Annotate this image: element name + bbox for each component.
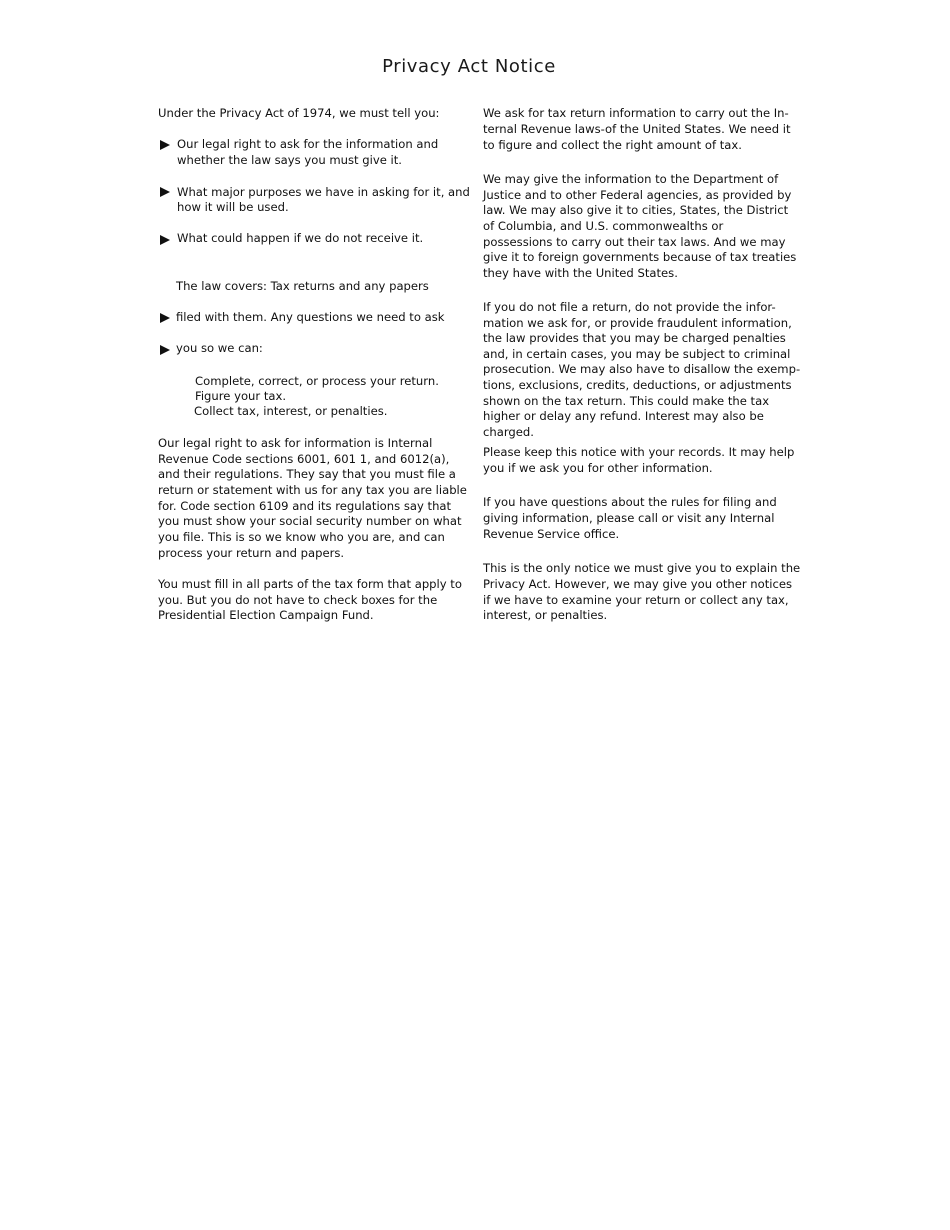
share-line: Justice and to other Federal agencies, as provided by bbox=[483, 188, 792, 202]
keep-line: Please keep this notice with your records. It may help bbox=[483, 445, 795, 459]
only-notice-line: Privacy Act. However, we may give you other notices bbox=[483, 577, 793, 591]
bullet-arrow-icon bbox=[160, 345, 170, 355]
bullet-2-line-1: What major purposes we have in asking for it, and bbox=[177, 185, 470, 199]
bullet-arrow-icon bbox=[160, 313, 170, 323]
legal-right-line: Revenue Code sections 6001, 601 1, and 6012(a), bbox=[158, 452, 450, 466]
bullet-1-line-1: Our legal right to ask for the information and bbox=[177, 137, 439, 151]
fill-in-line: Presidential Election Campaign Fund. bbox=[158, 608, 374, 622]
sub-item: Complete, correct, or process your return. bbox=[195, 374, 439, 388]
bullet-2-line-2: how it will be used. bbox=[177, 200, 289, 214]
only-notice-line: This is the only notice we must give you to explain the bbox=[483, 561, 801, 575]
bullet-arrow-icon bbox=[160, 187, 170, 197]
sub-item: Collect tax, interest, or penalties. bbox=[194, 404, 388, 418]
penalty-line: tions, exclusions, credits, deductions, or adjustments bbox=[483, 378, 792, 392]
share-line: possessions to carry out their tax laws. And we may bbox=[483, 235, 786, 249]
only-notice-line: if we have to examine your return or collect any tax, bbox=[483, 593, 789, 607]
share-line: of Columbia, and U.S. commonwealths or bbox=[483, 219, 724, 233]
legal-right-line: you file. This is so we know who you are, and can bbox=[158, 530, 445, 544]
fill-in-line: you. But you do not have to check boxes for the bbox=[158, 593, 438, 607]
fill-in-line: You must fill in all parts of the tax form that apply to bbox=[158, 577, 462, 591]
questions-line: Revenue Service office. bbox=[483, 527, 620, 541]
page-title: Privacy Act Notice bbox=[382, 56, 556, 77]
legal-right-line: and their regulations. They say that you must file a bbox=[158, 467, 456, 481]
purpose-line: ternal Revenue laws-of the United States. We need it bbox=[483, 122, 791, 136]
bullet-1-line-2: whether the law says you must give it. bbox=[177, 153, 402, 167]
intro-text: Under the Privacy Act of 1974, we must tell you: bbox=[158, 106, 440, 120]
legal-right-line: process your return and papers. bbox=[158, 546, 345, 560]
bullet-arrow-icon bbox=[160, 140, 170, 150]
purpose-line: We ask for tax return information to carry out the In- bbox=[483, 106, 789, 120]
share-line: they have with the United States. bbox=[483, 266, 678, 280]
legal-right-line: for. Code section 6109 and its regulations say that bbox=[158, 499, 452, 513]
legal-right-line: Our legal right to ask for information is Internal bbox=[158, 436, 433, 450]
only-notice-line: interest, or penalties. bbox=[483, 608, 608, 622]
bullet2-line-1: filed with them. Any questions we need to ask bbox=[176, 310, 445, 324]
keep-line: you if we ask you for other information. bbox=[483, 461, 713, 475]
questions-line: If you have questions about the rules for filing and bbox=[483, 495, 777, 509]
share-line: law. We may also give it to cities, States, the District bbox=[483, 203, 789, 217]
legal-right-line: you must show your social security number on what bbox=[158, 514, 462, 528]
share-line: give it to foreign governments because of tax treaties bbox=[483, 250, 797, 264]
purpose-line: to figure and collect the right amount of tax. bbox=[483, 138, 742, 152]
penalty-line: and, in certain cases, you may be subject to criminal bbox=[483, 347, 791, 361]
legal-right-line: return or statement with us for any tax you are liable bbox=[158, 483, 467, 497]
penalty-line: mation we ask for, or provide fraudulent information, bbox=[483, 316, 792, 330]
penalty-line: shown on the tax return. This could make the tax bbox=[483, 394, 770, 408]
penalty-line: prosecution. We may also have to disallow the exemp- bbox=[483, 362, 801, 376]
penalty-line: charged. bbox=[483, 425, 534, 439]
penalty-line: If you do not file a return, do not provide the infor- bbox=[483, 300, 776, 314]
law-covers-text: The law covers: Tax returns and any papers bbox=[176, 279, 429, 293]
bullet-3-line-1: What could happen if we do not receive it. bbox=[177, 231, 424, 245]
share-line: We may give the information to the Department of bbox=[483, 172, 779, 186]
penalty-line: the law provides that you may be charged penalties bbox=[483, 331, 786, 345]
bullet-arrow-icon bbox=[160, 235, 170, 245]
questions-line: giving information, please call or visit any Internal bbox=[483, 511, 775, 525]
sub-item: Figure your tax. bbox=[195, 389, 287, 403]
bullet2-line-2: you so we can: bbox=[176, 341, 263, 355]
penalty-line: higher or delay any refund. Interest may also be bbox=[483, 409, 764, 423]
